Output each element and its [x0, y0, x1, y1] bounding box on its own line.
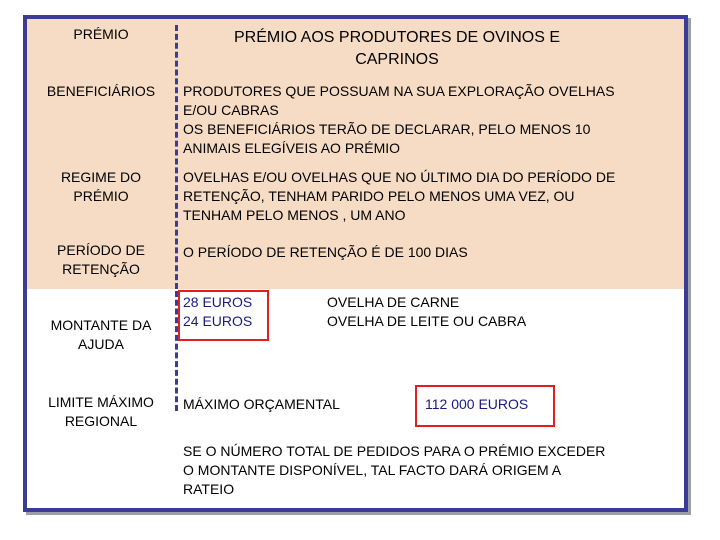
limite-label [27, 393, 175, 431]
page-title [187, 27, 607, 71]
limite-label-line-2: REGIONAL [64, 413, 138, 429]
beneficiarios-label: BENEFICIÁRIOS [46, 83, 156, 99]
slide-frame [23, 15, 688, 512]
regime-line: RETENÇÃO, TENHAM PARIDO PELO MENOS UMA VEZ, OU [183, 188, 575, 204]
montante-descriptions [327, 293, 526, 331]
montante-desc-2: OVELHA DE LEITE OU CABRA [327, 313, 527, 329]
montante-label-line-2: AJUDA [78, 336, 124, 352]
regime-line: OVELHAS E/OU OVELHAS QUE NO ÚLTIMO DIA DO PERÍODO DE [183, 169, 616, 185]
montante-desc-1: OVELHA DE CARNE [327, 294, 460, 310]
page-title-line-2: CAPRINOS [355, 51, 439, 68]
beneficiarios-line: ANIMAIS ELEGÍVEIS AO PRÉMIO [183, 140, 401, 156]
regime-label-line-1: REGIME DO [60, 169, 142, 185]
limite-label-line-1: LIMITE MÁXIMO [48, 394, 154, 410]
limite-note [183, 442, 605, 499]
column-divider [175, 25, 178, 289]
limite-note-line: SE O NÚMERO TOTAL DE PEDIDOS PARA O PRÉMIO EXCEDER [183, 443, 606, 459]
beneficiarios-line: OS BENEFICIÁRIOS TERÃO DE DECLARAR, PELO MENOS 10 [183, 121, 591, 137]
montante-amount-1: 28 EUROS [183, 294, 253, 310]
limite-text: MÁXIMO ORÇAMENTAL [183, 396, 340, 412]
beneficiarios-line: E/OU CABRAS [183, 102, 279, 118]
periodo-label-line-1: PERÍODO DE [57, 242, 145, 258]
regime-label-line-2: PRÉMIO [73, 188, 129, 204]
regime-line: TENHAM PELO MENOS , UM ANO [183, 207, 406, 223]
montante-label-line-1: MONTANTE DA [50, 317, 152, 333]
montante-amount-2: 24 EUROS [183, 313, 253, 329]
beneficiarios-text [183, 82, 615, 158]
montante-amounts [183, 293, 252, 331]
limite-note-line: O MONTANTE DISPONÍVEL, TAL FACTO DARÁ ORIGEM A [183, 462, 562, 478]
periodo-label-line-2: RETENÇÃO [62, 261, 140, 277]
regime-label [27, 168, 175, 206]
limite-note-line: RATEIO [183, 481, 235, 497]
limite-amount: 112 000 EUROS [425, 396, 529, 412]
periodo-label [27, 241, 175, 279]
montante-label [27, 316, 175, 354]
header-label: PRÉMIO [73, 26, 129, 42]
page-title-line-1: PRÉMIO AOS PRODUTORES DE OVINOS E [234, 29, 560, 46]
regime-text [183, 168, 615, 225]
beneficiarios-line: PRODUTORES QUE POSSUAM NA SUA EXPLORAÇÃO OVELHAS [183, 83, 615, 99]
periodo-text: O PERÍODO DE RETENÇÃO É DE 100 DIAS [183, 244, 468, 260]
